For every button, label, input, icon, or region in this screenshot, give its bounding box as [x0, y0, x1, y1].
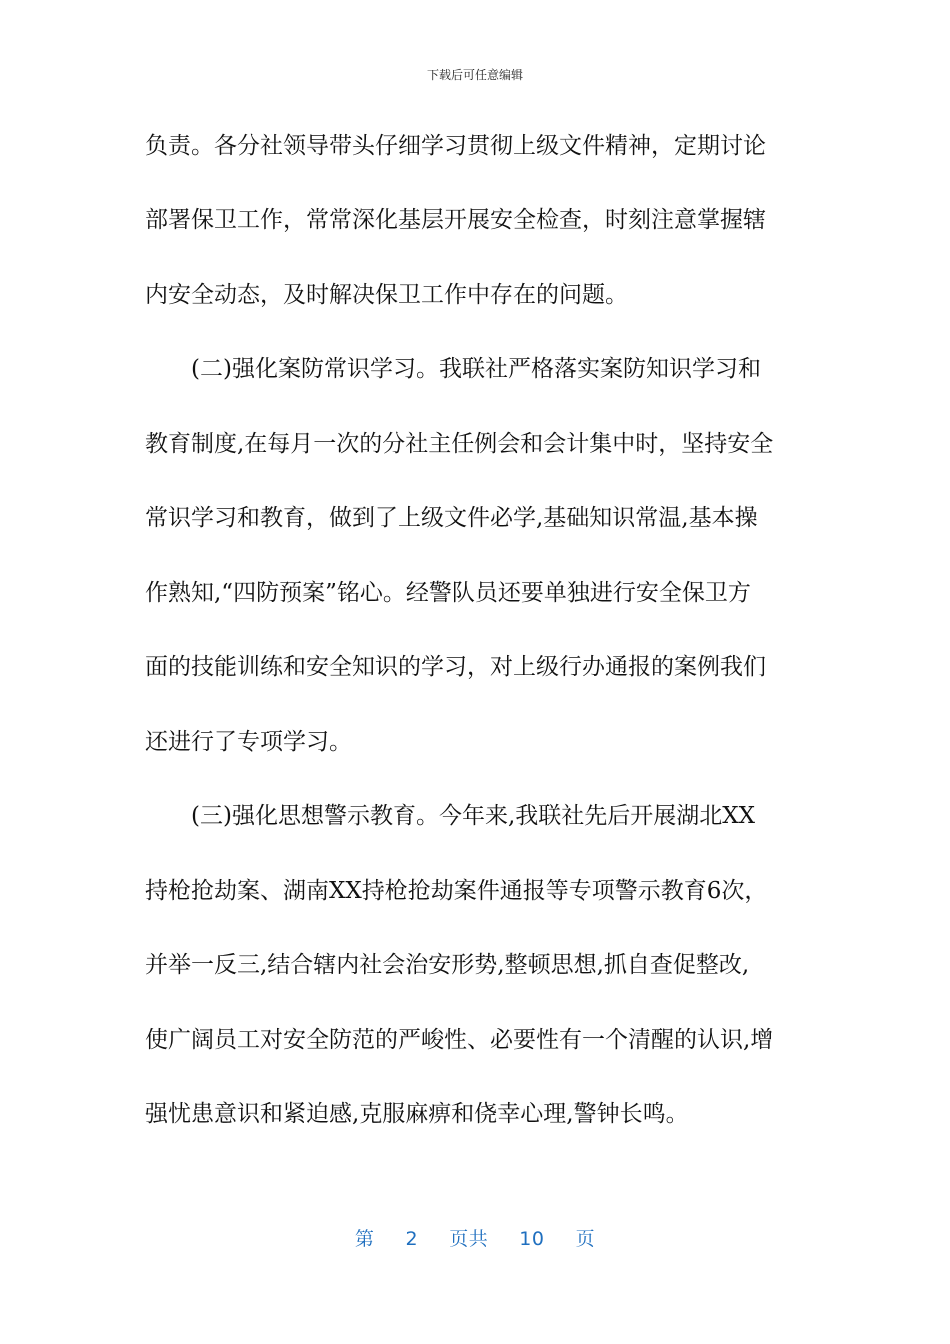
- body-line-5: 教育制度,在每月一次的分社主任例会和会计集中时，坚持安全: [145, 431, 774, 457]
- body-line-8: 面的技能训练和安全知识的学习，对上级行办通报的案例我们: [145, 654, 766, 680]
- body-line-13: 使广阔员工对安全防范的严峻性、必要性有一个清醒的认识,增: [145, 1027, 774, 1053]
- body-line-4: (二)强化案防常识学习。我联社严格落实案防知识学习和: [145, 356, 761, 382]
- page-footer: [0, 1224, 950, 1251]
- body-line-2: 部署保卫工作，常常深化基层开展安全检查，时刻注意掌握辖: [145, 207, 766, 233]
- body-line-9: 还进行了专项学习。: [145, 729, 352, 755]
- footer-suffix: 页: [575, 1228, 596, 1250]
- body-line-7: 作熟知,“四防预案”铭心。经警队员还要单独进行安全保卫方: [145, 580, 751, 606]
- footer-page-number: 2: [405, 1228, 419, 1250]
- body-line-6: 常识学习和教育，做到了上级文件必学,基础知识常温,基本操: [145, 505, 758, 531]
- footer-middle: 页共: [449, 1228, 489, 1250]
- body-line-12: 并举一反三,结合辖内社会治安形势,整顿思想,抓自查促整改,: [145, 952, 750, 978]
- body-line-14: 强忧患意识和紧迫感,克服麻痹和侥幸心理,警钟长鸣。: [145, 1101, 689, 1127]
- body-line-1: 负责。各分社领导带头仔细学习贯彻上级文件精神，定期讨论: [145, 133, 766, 159]
- footer-total-pages: 10: [519, 1228, 545, 1250]
- body-line-3: 内安全动态，及时解决保卫工作中存在的问题。: [145, 282, 628, 308]
- body-line-11: 持枪抢劫案、湖南XX持枪抢劫案件通报等专项警示教育6次，: [145, 878, 768, 904]
- footer-prefix: 第: [354, 1228, 375, 1250]
- body-line-10: (三)强化思想警示教育。今年来,我联社先后开展湖北XX: [145, 803, 756, 829]
- header-note: 下载后可任意编辑: [426, 68, 523, 82]
